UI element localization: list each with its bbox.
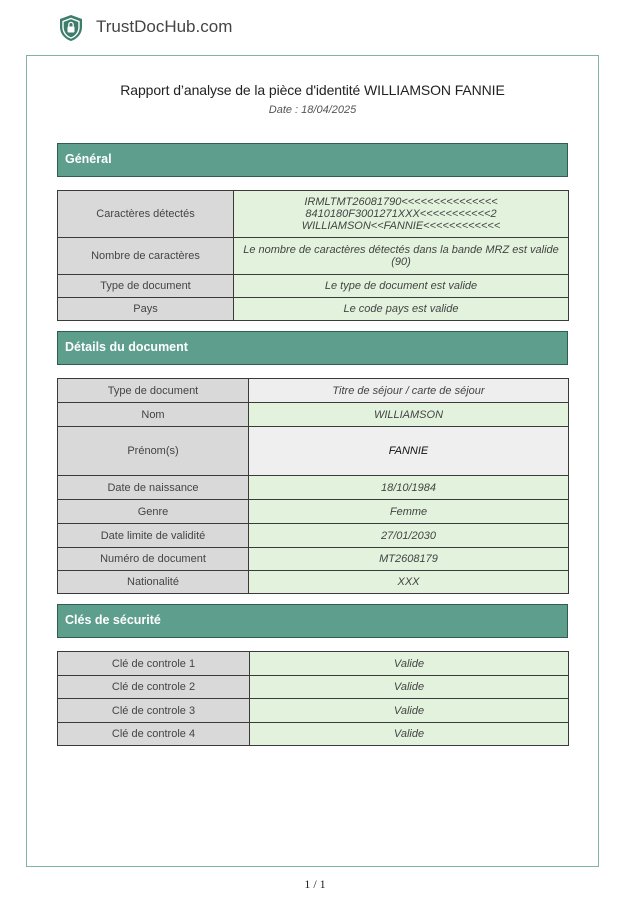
row-label: Date limite de validité — [58, 524, 249, 548]
details-table — [57, 378, 569, 594]
table-row — [58, 238, 569, 275]
table-row — [58, 571, 569, 594]
table-row — [58, 191, 569, 238]
row-label: Nationalité — [58, 571, 249, 594]
row-value: Le code pays est valide — [234, 298, 569, 321]
page-number: 1 / 1 — [304, 877, 326, 891]
general-table — [57, 190, 569, 321]
mrz-line-3: WILLIAMSON<<FANNIE<<<<<<<<<<<< — [301, 220, 501, 232]
table-row — [58, 379, 569, 403]
table-row — [58, 652, 569, 676]
row-label: Clé de controle 4 — [58, 723, 250, 746]
shield-lock-icon — [58, 14, 84, 42]
report-title: Rapport d’analyse de la pièce d'identité WILLIAMSON FANNIE — [120, 82, 505, 98]
row-label: Genre — [58, 500, 249, 524]
row-value: WILLIAMSON — [249, 403, 569, 427]
table-row — [58, 676, 569, 699]
row-label: Pays — [58, 298, 234, 321]
row-value: XXX — [249, 571, 569, 594]
mrz-line-2: 8410180F3001271XXX<<<<<<<<<<<2 — [305, 208, 497, 220]
row-value: Femme — [249, 500, 569, 524]
row-label: Date de naissance — [58, 476, 249, 500]
table-row — [58, 427, 569, 476]
row-value: Titre de séjour / carte de séjour — [249, 379, 569, 403]
mrz-value — [234, 191, 569, 238]
row-label: Nombre de caractères — [58, 238, 234, 275]
row-value: Valide — [250, 652, 569, 676]
row-value: 27/01/2030 — [249, 524, 569, 548]
table-row — [58, 403, 569, 427]
row-label: Nom — [58, 403, 249, 427]
top-bar — [0, 0, 630, 55]
table-row — [58, 524, 569, 548]
row-label: Type de document — [58, 275, 234, 298]
row-value: MT2608179 — [249, 548, 569, 571]
brand-name[interactable]: TrustDocHub.com — [96, 17, 233, 36]
row-label: Clé de controle 2 — [58, 676, 250, 699]
row-value: Valide — [250, 699, 569, 723]
row-label: Clé de controle 1 — [58, 652, 250, 676]
table-row — [58, 699, 569, 723]
table-row — [58, 500, 569, 524]
section-general-header: Général — [57, 143, 568, 177]
table-row — [58, 275, 569, 298]
row-value: Le type de document est valide — [234, 275, 569, 298]
row-label: Clé de controle 3 — [58, 699, 250, 723]
security-table — [57, 651, 569, 746]
table-row — [58, 723, 569, 746]
table-row — [58, 298, 569, 321]
section-details-header: Détails du document — [57, 331, 568, 365]
row-value: Valide — [250, 723, 569, 746]
row-label: Numéro de document — [58, 548, 249, 571]
row-label: Prénom(s) — [58, 427, 249, 476]
table-row — [58, 476, 569, 500]
row-value: 18/10/1984 — [249, 476, 569, 500]
row-label: Type de document — [58, 379, 249, 403]
table-row — [58, 548, 569, 571]
row-value: Le nombre de caractères détectés dans la bande MRZ est valide (90) — [234, 238, 569, 275]
row-value: Valide — [250, 676, 569, 699]
row-value: FANNIE — [249, 427, 569, 476]
row-label: Caractères détectés — [58, 191, 234, 238]
section-security-header: Clés de sécurité — [57, 604, 568, 638]
mrz-line-1: IRMLTMT26081790<<<<<<<<<<<<<<< — [304, 196, 498, 208]
report-date: Date : 18/04/2025 — [268, 104, 357, 116]
